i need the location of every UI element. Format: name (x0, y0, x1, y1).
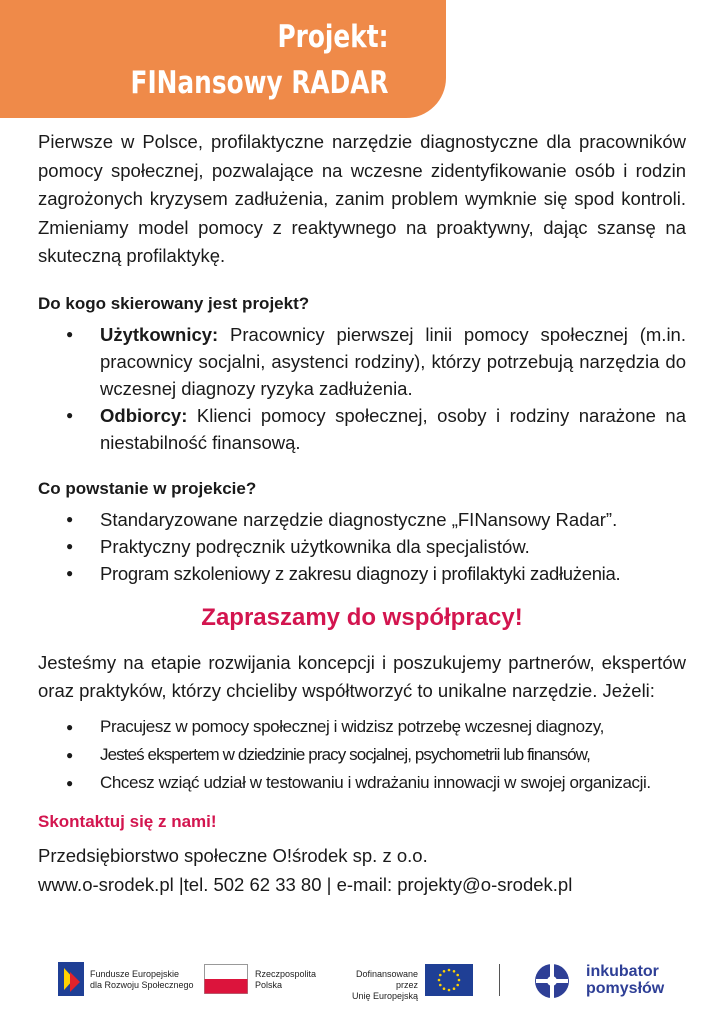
invite-heading: Zapraszamy do współpracy! (201, 603, 523, 631)
list-item (38, 402, 686, 456)
invite-list (38, 713, 686, 797)
inkubator-line-2: pomysłów (586, 980, 665, 997)
eu-line-2: Unię Europejską (351, 991, 418, 1001)
outputs-heading: Co powstanie w projekcie? (38, 478, 257, 498)
list-item: ● Standaryzowane narzędzie diagnostyczne „FINansowy Radar”. (38, 506, 686, 533)
list-item: ● Pracujesz w pomocy społecznej i widzisz potrzebę wczesnej diagnozy, (38, 713, 686, 741)
company-name: Przedsiębiorstwo społeczne O!środek sp. z o.o. (38, 844, 428, 866)
rp-line-1: Rzeczpospolita (255, 969, 317, 979)
contact-details[interactable]: www.o-srodek.pl |tel. 502 62 33 80 | e-mail: projekty@o-srodek.pl (38, 873, 573, 895)
title-line-1: Projekt: (276, 19, 388, 55)
list-item-text: Klienci pomocy społecznej, osoby i rodziny narażone na niestabilność finansową. (100, 404, 686, 453)
outputs-list (38, 506, 686, 587)
list-item: ● Jesteś ekspertem w dziedzinie pracy socjalnej, psychometrii lub finansów, (38, 741, 686, 769)
rp-line-2: Polska (255, 980, 283, 990)
list-item-lead: Odbiorcy: (100, 404, 188, 426)
list-item: ● Program szkoleniowy z zakresu diagnozy i profilaktyki zadłużenia. (38, 560, 686, 587)
eu-line-1: Dofinansowane przez (355, 969, 418, 990)
logo-bar (58, 958, 698, 1004)
inkubator-logo-icon (528, 962, 576, 1000)
contact-heading: Skontaktuj się z nami! (38, 811, 217, 831)
eu-logo-text (334, 969, 418, 1002)
list-item-text: Pracownicy pierwszej linii pomocy społecznej (m.in. pracownicy socjalni, asystenci rodziny), którzy potrzebują narzędzia do wczesnej diagnozy ryzyka zadłużenia. (100, 323, 686, 399)
rp-logo-text (255, 969, 316, 991)
audience-heading: Do kogo skierowany jest projekt? (38, 293, 310, 313)
poland-flag-icon (204, 964, 248, 994)
list-item: ● Chcesz wziąć udział w testowaniu i wdrażaniu innowacji w swojej organizacji. (38, 769, 686, 797)
inkubator-line-1: inkubator (586, 963, 659, 980)
fe-line-2: dla Rozwoju Społecznego (90, 980, 194, 990)
content (38, 128, 686, 899)
intro-paragraph: Pierwsze w Polsce, profilaktyczne narzędzie diagnostyczne dla pracowników pomocy społecznej, pozwalające na wczesne zidentyfikowanie osób i rodzin zagrożonych kryzysem zadłużenia, zanim problem wymknie się spod kontroli. Zmieniamy model pomocy z reaktywnego na proaktywny, dając szansę na skuteczną profilaktykę. (38, 131, 686, 266)
list-item (38, 321, 686, 402)
title-line-2: FINansowy RADAR (130, 65, 388, 101)
fe-line-1: Fundusze Europejskie (90, 969, 180, 979)
list-item: ● Praktyczny podręcznik użytkownika dla specjalistów. (38, 533, 686, 560)
fe-logo-icon (58, 962, 84, 996)
logo-divider (499, 964, 500, 996)
eu-flag-icon (425, 964, 473, 996)
invite-paragraph: Jesteśmy na etapie rozwijania koncepcji i poszukujemy partnerów, ekspertów oraz praktyków, którzy chcieliby współtworzyć to unikalne narzędzie. Jeżeli: (38, 651, 686, 701)
audience-list (38, 321, 686, 456)
header-banner (0, 0, 446, 118)
fe-logo-text (90, 969, 194, 991)
project-title (130, 14, 388, 106)
list-item-lead: Użytkownicy: (100, 323, 219, 345)
